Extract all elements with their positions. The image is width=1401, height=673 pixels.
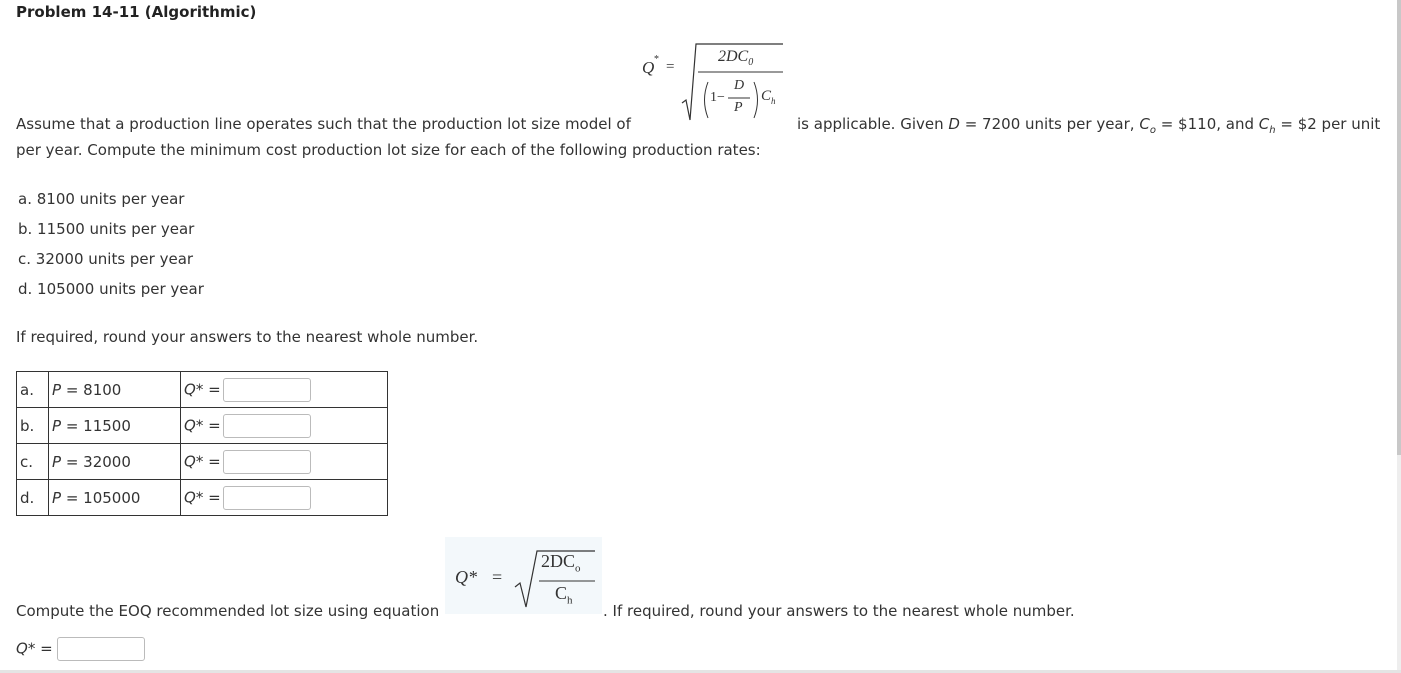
part-b: b. 11500 units per year	[18, 220, 195, 238]
row-q: Q* =	[181, 444, 388, 480]
intro-given: is applicable. Given D = 7200 units per year, $C_o$ = $110, and $C_h$ = $2 per unit	[797, 115, 1381, 136]
table-row	[17, 408, 388, 444]
eoq-denominator: $C_h$	[555, 583, 573, 607]
eoq-formula	[445, 537, 602, 614]
problem-title: Problem 14-11 (Algorithmic)	[16, 3, 257, 21]
formula-radical	[640, 40, 790, 125]
scrollbar-thumb[interactable]	[1397, 0, 1401, 455]
formula-ch: $C_h$	[761, 88, 776, 106]
eoq-answer-row: Q* =	[16, 637, 145, 661]
intro-text: Assume that a production line operates such that the production lot size model of	[16, 115, 631, 133]
answer-input-a[interactable]	[223, 378, 311, 402]
row-letter: b.	[17, 408, 49, 444]
answer-input-d[interactable]	[223, 486, 311, 510]
eoq-text: Compute the EOQ recommended lot size using equation	[16, 602, 440, 620]
intro-line2: per year. Compute the minimum cost production lot size for each of the following production rates:	[16, 141, 761, 159]
formula-d: D	[734, 78, 745, 93]
table-row	[17, 480, 388, 516]
part-a: a. 8100 units per year	[18, 190, 185, 208]
round-note: If required, round your answers to the nearest whole number.	[16, 328, 479, 346]
eoq-answer-input[interactable]	[57, 637, 145, 661]
formula-p: P	[734, 100, 743, 115]
row-p: P = 105000	[49, 480, 181, 516]
part-d: d. 105000 units per year	[18, 280, 204, 298]
formula-q: Q	[642, 58, 655, 77]
row-q: Q* =	[181, 372, 388, 408]
table-row	[17, 372, 388, 408]
row-letter: d.	[17, 480, 49, 516]
formula-numerator: $2DC_0$	[718, 48, 754, 69]
row-p: P = 32000	[49, 444, 181, 480]
row-q: Q* =	[181, 480, 388, 516]
eoq-eq: =	[492, 567, 503, 587]
production-lot-formula	[640, 40, 790, 125]
table-row	[17, 444, 388, 480]
part-c: c. 32000 units per year	[18, 250, 194, 268]
row-letter: a.	[17, 372, 49, 408]
row-q: Q* =	[181, 408, 388, 444]
answer-table	[16, 371, 388, 516]
eoq-text-after: . If required, round your answers to the nearest whole number.	[603, 602, 1075, 620]
answer-input-c[interactable]	[223, 450, 311, 474]
formula-eq: =	[666, 59, 675, 75]
formula-star: *	[654, 54, 659, 65]
answer-input-b[interactable]	[223, 414, 311, 438]
row-p: P = 8100	[49, 372, 181, 408]
eoq-numerator: $2DC_o$	[541, 551, 581, 575]
eoq-lhs: Q*	[455, 567, 477, 587]
row-letter: c.	[17, 444, 49, 480]
row-p: P = 11500	[49, 408, 181, 444]
formula-one-minus: 1−	[710, 90, 725, 105]
